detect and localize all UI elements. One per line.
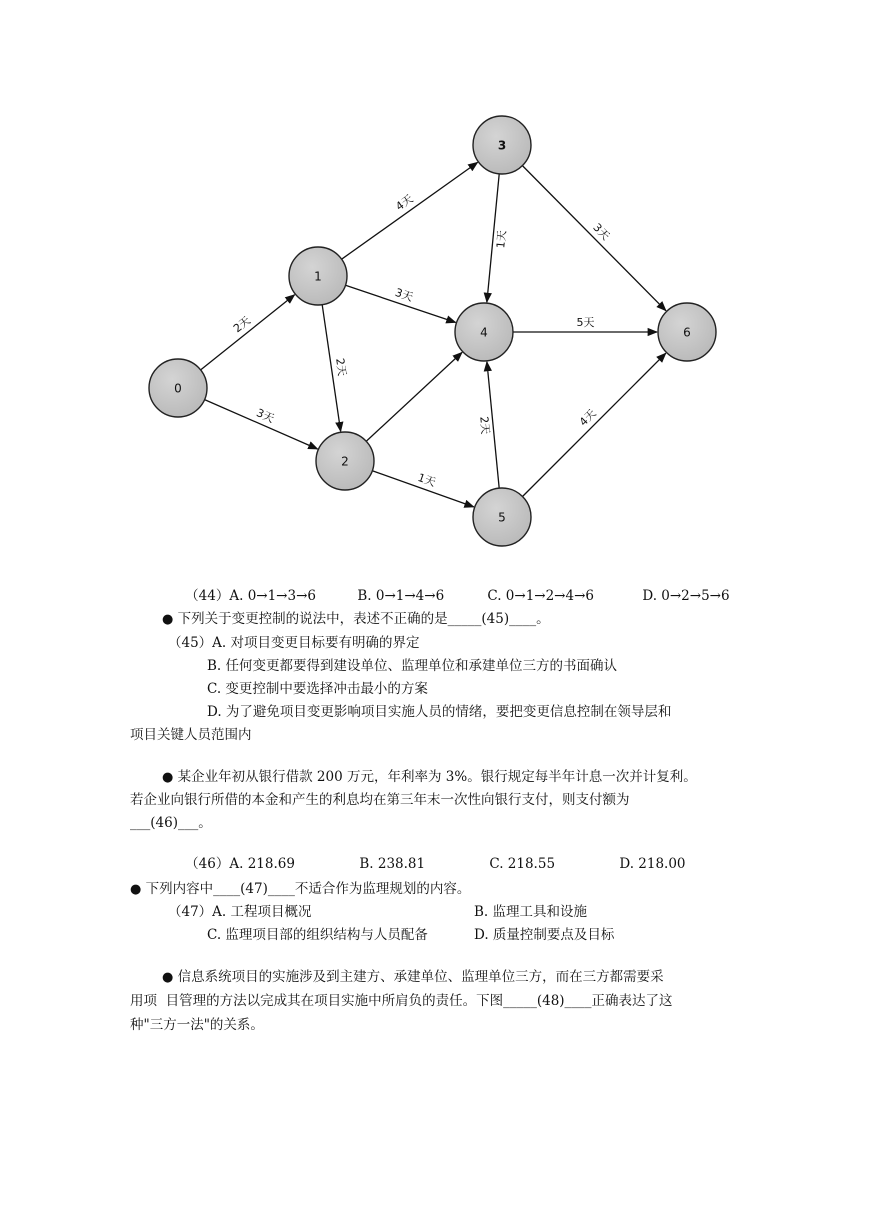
bullet-icon: ● [162, 612, 174, 627]
node-label-0: 0 [174, 381, 182, 396]
edge-1-3 [342, 162, 478, 259]
edge-0-1 [201, 295, 295, 370]
edge-label-1-4: 3天 [393, 285, 415, 305]
q47-option-b[interactable]: B. 监理工具和设施 [474, 904, 588, 920]
q46-stem-line3: ___(46)___。 [130, 815, 212, 831]
q46-stem-line2: 若企业向银行所借的本金和产生的利息均在第三年末一次性向银行支付，则支付额为 [130, 792, 630, 808]
bullet-icon: ● [162, 970, 174, 985]
edge-label-3-4: 1天 [494, 229, 509, 249]
q45-option-d[interactable]: D. 为了避免项目变更影响项目实施人员的情绪，要把变更信息控制在领导层和 [207, 704, 672, 720]
node-label-6: 6 [683, 325, 691, 340]
q48-stem-text-1: 信息系统项目的实施涉及到主建方、承建单位、监理单位三方，而在三方都需要采 [173, 969, 664, 985]
edge-label-0-1: 2天 [230, 313, 254, 336]
node-label-5: 5 [498, 510, 506, 525]
q47-options-row1 [168, 903, 587, 921]
q44-number: （44） [185, 588, 230, 604]
q47-stem [130, 880, 470, 899]
q45-option-c[interactable]: C. 变更控制中要选择冲击最小的方案 [207, 681, 428, 697]
q47-option-c[interactable]: C. 监理项目部的组织结构与人员配备 [207, 927, 428, 943]
q45-stem [162, 610, 550, 629]
bullet-icon: ● [162, 770, 174, 785]
edge-label-1-3: 4天 [393, 192, 416, 214]
node-label-3: 3 [497, 138, 507, 153]
bullet-icon: ● [130, 882, 142, 897]
edge-label-5-6: 4天 [576, 406, 599, 429]
node-label-1: 1 [314, 269, 322, 284]
q44-option-c[interactable]: C. 0→1→2→4→6 [487, 588, 594, 604]
q44-option-d[interactable]: D. 0→2→5→6 [642, 588, 730, 604]
edge-label-0-2: 3天 [254, 406, 277, 426]
node-label-4: 4 [480, 325, 488, 340]
q45-option-d-cont: 项目关键人员范围内 [130, 727, 252, 743]
q47-stem-text: 下列内容中____(47)____不适合作为监理规划的内容。 [141, 881, 471, 897]
q46-number: （46） [185, 856, 230, 872]
q46-option-d[interactable]: D. 218.00 [619, 856, 686, 872]
q46-option-a[interactable]: A. 218.69 [229, 856, 295, 872]
q48-stem-line1 [162, 968, 664, 987]
q46-stem-line1 [162, 768, 697, 787]
edge-3-6 [522, 166, 666, 311]
edge-label-1-2: 2天 [333, 357, 349, 377]
q46-option-b[interactable]: B. 238.81 [359, 856, 426, 872]
q45-option-b[interactable]: B. 任何变更都要得到建设单位、监理单位和承建单位三方的书面确认 [207, 658, 618, 674]
q46-stem-text-1: 某企业年初从银行借款 200 万元，年利率为 3%。银行规定每半年计息一次并计复利。 [173, 769, 697, 785]
q46-option-c[interactable]: C. 218.55 [489, 856, 556, 872]
edge-5-6 [523, 353, 666, 496]
edge-label-5-4: 2天 [477, 415, 492, 435]
edge-label-4-6: 5天 [576, 316, 595, 329]
node-label-2: 2 [341, 454, 349, 469]
q47-options-row2 [207, 926, 614, 944]
edge-label-2-5: 1天 [416, 470, 438, 490]
q44-option-b[interactable]: B. 0→1→4→6 [357, 588, 445, 604]
q45-stem-text: 下列关于变更控制的说法中，表述不正确的是_____(45)____。 [173, 611, 550, 627]
network-diagram [130, 100, 740, 560]
q47-option-d[interactable]: D. 质量控制要点及目标 [474, 927, 615, 943]
q44-option-a[interactable]: A. 0→1→3→6 [229, 588, 316, 604]
edge-label-3-6: 3天 [590, 220, 613, 243]
q48-stem-line2: 用项 目管理的方法以完成其在项目实施中所肩负的责任。下图_____(48)____正确表达了这 [130, 993, 673, 1009]
q45-option-a[interactable]: （45）A. 对项目变更目标要有明确的界定 [168, 635, 420, 651]
edge-2-4 [366, 352, 462, 441]
q47-option-a[interactable]: （47）A. 工程项目概况 [168, 904, 312, 920]
q48-stem-line3: 种"三方一法"的关系。 [130, 1017, 264, 1033]
